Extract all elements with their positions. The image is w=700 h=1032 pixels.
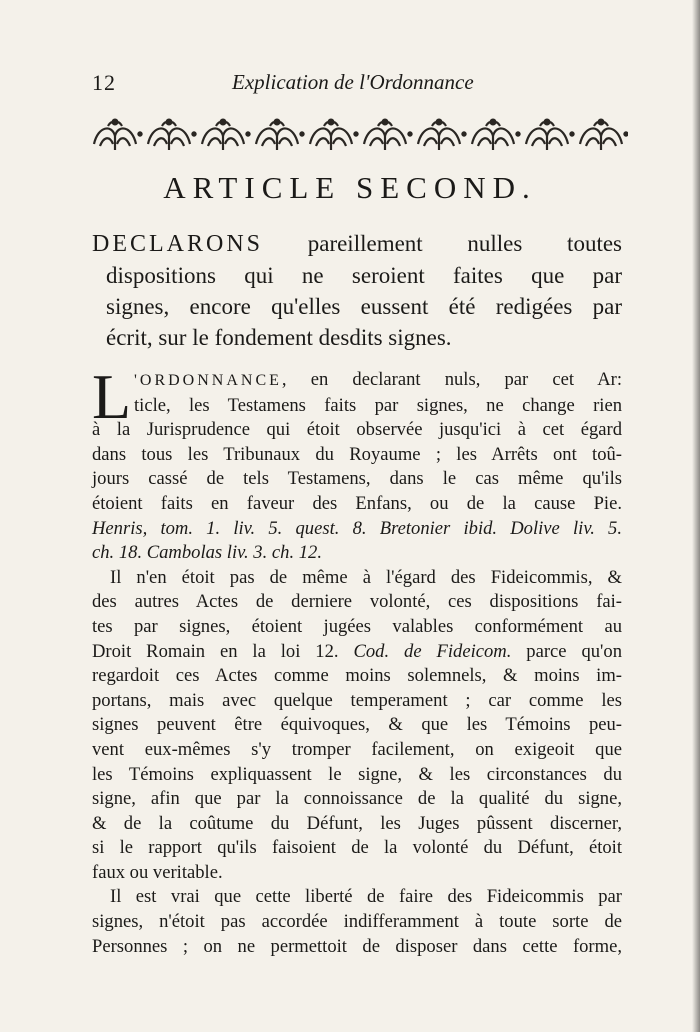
fleuron-ornament xyxy=(310,120,358,150)
text-line: à la Jurisprudence qui étoit observée jusqu'ici à cet égard xyxy=(92,419,622,441)
decree-line-text: pareillement nulles toutes xyxy=(263,231,622,256)
fleuron-ornament xyxy=(472,120,520,150)
article-title: ARTICLE SECOND. xyxy=(163,170,537,205)
text-line: vent eux-mêmes s'y tromper facilement, on exigeoit que xyxy=(92,738,622,760)
fleuron-ornament xyxy=(364,120,412,150)
decree-line: écrit, sur le fondement desdits signes. xyxy=(106,325,452,350)
text-line: ticle, les Testamens faits par signes, ne change rien xyxy=(134,394,622,416)
citation-inline: Cod. de Fideicom. xyxy=(353,640,512,662)
decree-lead-word: DECLARONS xyxy=(92,231,264,257)
running-head xyxy=(92,70,612,100)
text-line: si le rapport qu'ils faisoient de la volonté du Défunt, étoit xyxy=(92,837,622,859)
decree-line: dispositions qui ne seroient faites que par xyxy=(106,263,622,288)
decree-paragraph xyxy=(92,228,622,353)
text-line: signes, n'étoit pas accordée indifferamment à toute sorte de xyxy=(92,911,622,933)
text-line-part: Droit Romain en la loi 12. xyxy=(92,640,354,662)
text-line: & de la coûtume du Défunt, les Juges pûssent discerner, xyxy=(92,812,622,834)
fleuron-ornament xyxy=(256,120,304,150)
text-line xyxy=(92,368,622,394)
text-line: Il est vrai que cette liberté de faire des Fideicommis par xyxy=(110,886,622,908)
decree-line: signes, encore qu'elles eussent été redigées par xyxy=(106,294,622,319)
ornament-band xyxy=(88,114,628,156)
text-line: faux ou veritable. xyxy=(92,861,223,883)
fleuron-ornament xyxy=(148,120,196,150)
text-line: signes peuvent être équivoques, & que les Témoins peu- xyxy=(92,714,622,736)
text-line: Il n'en étoit pas de même à l'égard des Fideicommis, & xyxy=(110,566,622,588)
fleuron-ornament xyxy=(526,120,574,150)
ordonnance-caps: 'ORDONNANCE xyxy=(134,372,282,389)
text-line: regardoit ces Actes comme moins solemnels, & moins im- xyxy=(92,665,622,687)
page-edge-shadow xyxy=(692,0,700,1032)
text-line: des autres Actes de derniere volonté, ces dispositions fai- xyxy=(92,591,622,613)
fleuron-ornament xyxy=(580,120,628,150)
page-number: 12 xyxy=(92,70,116,95)
commentary-text xyxy=(92,361,622,959)
decree-line xyxy=(92,228,622,260)
text-line-part: parce qu'on xyxy=(511,640,622,662)
citation-line: Henris, tom. 1. liv. 5. quest. 8. Bretonier ibid. Dolive liv. 5. xyxy=(92,517,622,539)
text-line: tes par signes, étoient jugées valables conformément au xyxy=(92,615,622,637)
text-line xyxy=(92,640,622,665)
fleuron-ornament xyxy=(202,120,250,150)
text-line: jours cassé de tels Testamens, dans le cas même qu'ils xyxy=(92,468,622,490)
text-line: Personnes ; on ne permettoit de disposer dans cette forme, xyxy=(92,935,622,957)
running-title: Explication de l'Ordonnance xyxy=(232,70,474,94)
fleuron-ornament xyxy=(94,120,142,150)
text-line: portans, mais avec quelque temperament ; car comme les xyxy=(92,689,622,711)
fleuron-ornament xyxy=(418,120,466,150)
drop-cap: L xyxy=(92,361,132,432)
citation-line: ch. 18. Cambolas liv. 3. ch. 12. xyxy=(92,542,322,564)
text-line: les Témoins expliquassent le signe, & les circonstances du xyxy=(92,763,622,785)
text-line: signe, afin que par la connoissance de la qualité du signe, xyxy=(92,788,622,810)
text-line-rest: , en declarant nuls, par cet Ar: xyxy=(281,369,622,390)
text-line: dans tous les Tribunaux du Royaume ; les Arrêts ont toû- xyxy=(92,443,622,465)
text-line: étoient faits en faveur des Enfans, ou de la cause Pie. xyxy=(92,492,622,514)
